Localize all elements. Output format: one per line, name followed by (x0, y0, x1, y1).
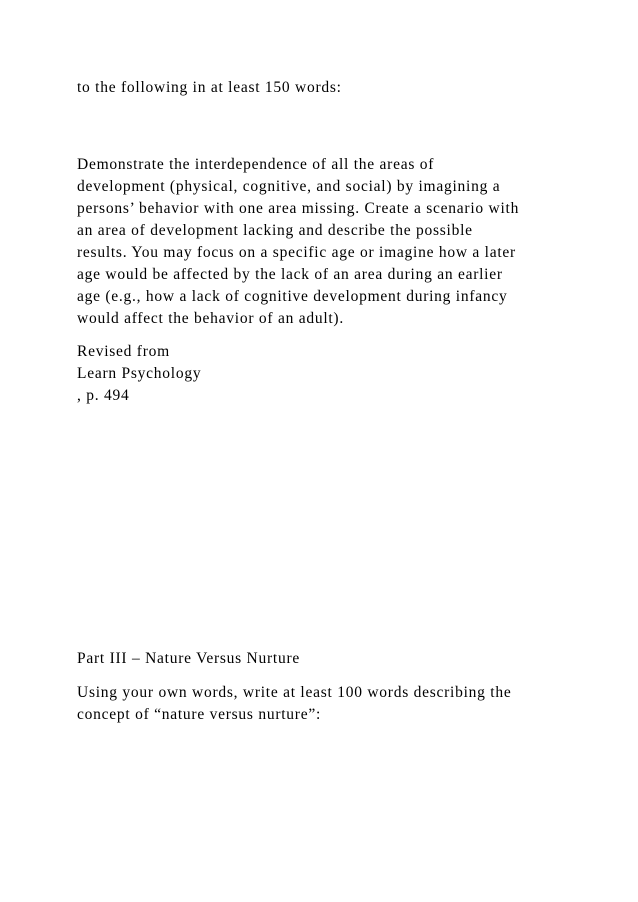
prompt-line-7: age (e.g., how a lack of cognitive development during infancy (77, 288, 508, 305)
prompt-line-1: Demonstrate the interdependence of all the areas of (77, 156, 435, 173)
part3-heading: Part III – Nature Versus Nurture (77, 650, 301, 667)
prompt-line-5: results. You may focus on a specific age or imagine how a later (77, 244, 516, 261)
prompt-line-4: an area of development lacking and describe the possible (77, 222, 473, 239)
prompt-line-3: persons’ behavior with one area missing. Create a scenario with (77, 200, 520, 217)
part3-prompt-line-1: Using your own words, write at least 100 words describing the (77, 684, 512, 701)
part3-prompt-line-2: concept of “nature versus nurture”: (77, 706, 322, 723)
source-line-2: Learn Psychology (77, 365, 202, 382)
prompt-line-2: development (physical, cognitive, and social) by imagining a (77, 178, 501, 195)
intro-line: to the following in at least 150 words: (77, 79, 342, 96)
source-line-3: , p. 494 (77, 387, 130, 404)
source-line-1: Revised from (77, 343, 170, 360)
prompt-line-8: would affect the behavior of an adult). (77, 310, 344, 327)
prompt-line-6: age would be affected by the lack of an area during an earlier (77, 266, 503, 283)
